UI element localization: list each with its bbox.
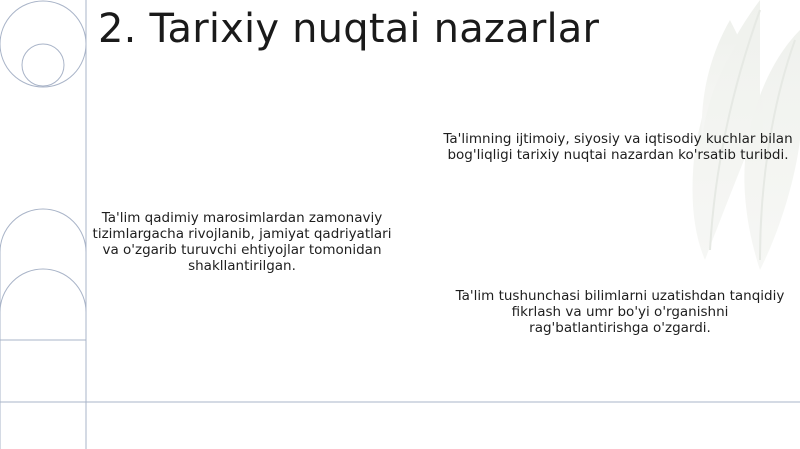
paragraph-historical-link: Ta'limning ijtimoiy, siyosiy va iqtisodiy kuchlar bilan bog'liqligi tarixiy nuqtai nazardan ko'rsatib turibdi. xyxy=(443,131,793,163)
small-circle-outline xyxy=(22,44,64,86)
paragraph-evolution: Ta'lim qadimiy marosimlardan zamonaviy tizimlargacha rivojlanib, jamiyat qadriyatlari va o'zgarib turuvchi ehtiyojlar tomonidan shakllantirilgan. xyxy=(92,210,392,274)
upper-arch-outline xyxy=(0,209,86,252)
slide-title: 2. Tarixiy nuqtai nazarlar xyxy=(98,6,600,52)
lower-arch-outline xyxy=(0,269,86,312)
paragraph-concept-change: Ta'lim tushunchasi bilimlarni uzatishdan tanqidiy fikrlash va umr bo'yi o'rganishni rag'batlantirishga o'zgardi. xyxy=(455,288,785,336)
